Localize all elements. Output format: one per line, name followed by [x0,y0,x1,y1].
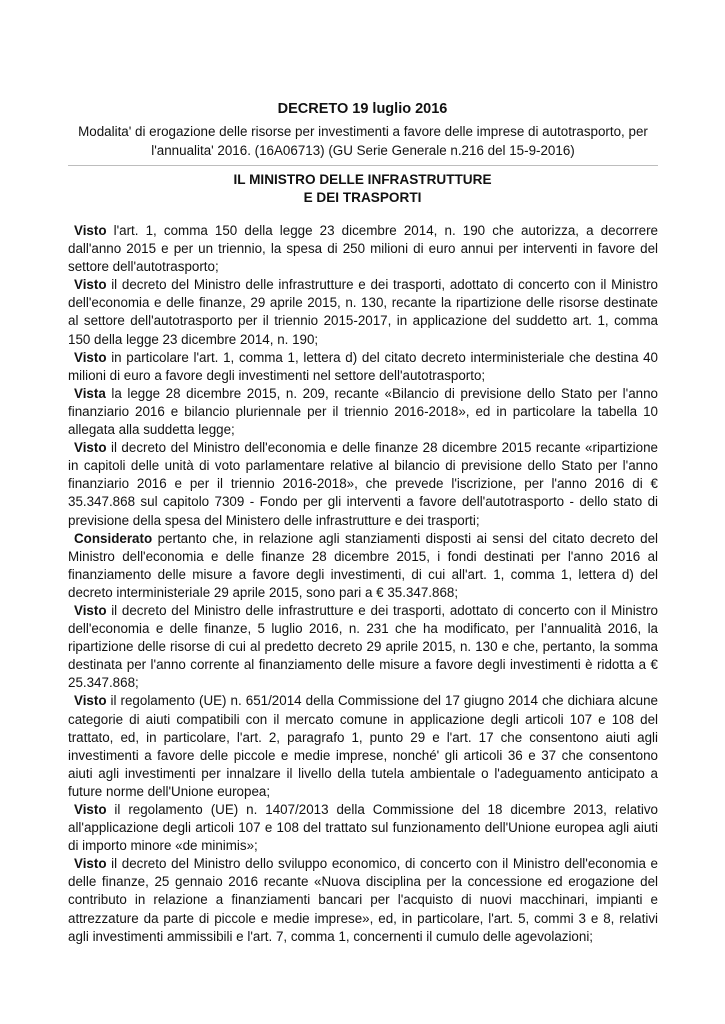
recital-paragraph [68,801,658,855]
recital-text: il decreto del Ministro delle infrastrutture e dei trasporti, adottato di concerto con il Ministro dell'economia e delle finanze, 29 aprile 2015, n. 130, recante la ripartizione delle risorse destinate al settore dell'autotrasporto per il triennio 2015-2017, in applicazione del suddetto art. 1, comma 150 della legge 23 dicembre 2014, n. 190; [68,277,658,347]
recital-paragraph [68,385,658,439]
recital-lead: Visto [74,802,107,817]
recital-text: l'art. 1, comma 150 della legge 23 dicembre 2014, n. 190 che autorizza, a decorrere dall'anno 2015 e per un triennio, la spesa di 250 milioni di euro annui per interventi in favore del settore dell'autotrasporto; [68,223,658,275]
recital-lead: Visto [74,602,107,618]
recital-paragraph [68,276,658,348]
recital-text: il decreto del Ministro dell'economia e delle finanze 28 dicembre 2015 recante «ripartizione in capitoli delle unità di voto parlamentare relative al bilancio di previsione dello Stato per l'anno finanziario 2016 e per il triennio 2016-2018», che prevede l'iscrizione, per l'anno 2016 di € 35.347.868 sul capitolo 7309 - Fondo per gli interventi a favore dell'autotrasporto - dello stato di previsione della spesa del Ministero delle infrastrutture e dei trasporti; [68,440,658,528]
recital-lead: Visto [74,856,107,872]
recital-lead: Visto [74,349,107,365]
recital-text: il regolamento (UE) n. 651/2014 della Commissione del 17 giugno 2014 che dichiara alcune categorie di aiuti compatibili con il mercato comune in applicazione degli articoli 107 e 108 del trattato, ed, in particolare, l'art. 2, paragrafo 1, punto 29 e l'art. 17 che consentono aiuti agli investimenti a favore delle piccole e medie imprese, nonché' gli articoli 36 e 37 che consentono aiuti agli investimenti per innalzare il livello della tutela ambientale o l'adeguamento anticipato a future norme dell'Unione europea; [68,693,658,799]
heading-line-2: E DEI TRASPORTI [303,190,422,205]
recital-lead: Considerato [74,530,153,546]
decree-body [68,222,658,946]
recital-paragraph [68,439,658,529]
recital-text: in particolare l'art. 1, comma 1, lettera d) del citato decreto interministeriale che destina 40 milioni di euro a favore degli investimenti nel settore dell'autotrasporto; [68,349,658,383]
recital-lead: Visto [74,693,107,709]
decree-subtitle: Modalita' di erogazione delle risorse per investimenti a favore delle imprese di autotrasporto, per l'annualita' 2016. (16A06713) (GU Serie Generale n.216 del 15-9-2016) [78,124,648,158]
recital-text: il regolamento (UE) n. 1407/2013 della Commissione del 18 dicembre 2013, relativo all'applicazione degli articoli 107 e 108 del trattato sul funzionamento dell'Unione europea agli aiuti di importo minore «de minimis»; [68,802,658,854]
heading-line-1: IL MINISTRO DELLE INFRASTRUTTURE [233,172,492,187]
recital-lead: Visto [74,440,107,456]
separator-line [68,165,658,166]
recital-paragraph [68,349,658,385]
recital-paragraph [68,530,658,602]
recital-lead: Vista [74,385,106,401]
recital-paragraph [68,692,658,801]
recital-text: il decreto del Ministro dello sviluppo economico, di concerto con il Ministro dell'economia e delle finanze, 25 gennaio 2016 recante «Nuova disciplina per la concessione ed erogazione del contributo in relazione a finanziamenti bancari per l'acquisto di nuovi macchinari, impianti e attrezzature da parte di piccole e medie imprese», ed, in particolare, l'art. 5, commi 3 e 8, relativi agli investimenti ammissibili e l'art. 7, comma 1, concernenti il cumulo delle agevolazioni; [68,856,658,944]
decree-title: DECRETO 19 luglio 2016 [277,101,448,117]
recital-paragraph [68,222,658,276]
recital-paragraph [68,602,658,692]
recital-paragraph [68,855,658,945]
recital-text: il decreto del Ministro delle infrastrutture e dei trasporti, adottato di concerto con il Ministro dell'economia e delle finanze, 5 luglio 2016, n. 231 che ha modificato, per l’annualità 2016, la ripartizione delle risorse di cui al predetto decreto 29 aprile 2015, n. 130 e che, pertanto, la somma destinata per l'anno corrente al finanziamento delle misure a favore degli investimenti è ridotta a € 25.347.868; [68,602,658,691]
recital-lead: Visto [74,223,107,238]
issuing-authority-heading [0,171,725,207]
recital-lead: Visto [74,277,107,293]
recital-text: la legge 28 dicembre 2015, n. 209, recante «Bilancio di previsione dello Stato per l'anno finanziario 2016 e bilancio pluriennale per il triennio 2016-2018», ed in particolare la tabella 10 allegata alla suddetta legge; [68,385,658,438]
recital-text: pertanto che, in relazione agli stanziamenti disposti ai sensi del citato decreto del Ministro dell'economia e delle finanze 28 dicembre 2015, i fondi destinati per l'anno 2016 al finanziamento delle misure a favore degli investimenti, di cui all'art. 1, comma 1, lettera d) del decreto interministeriale 29 aprile 2015, sono pari a € 35.347.868; [68,530,658,600]
